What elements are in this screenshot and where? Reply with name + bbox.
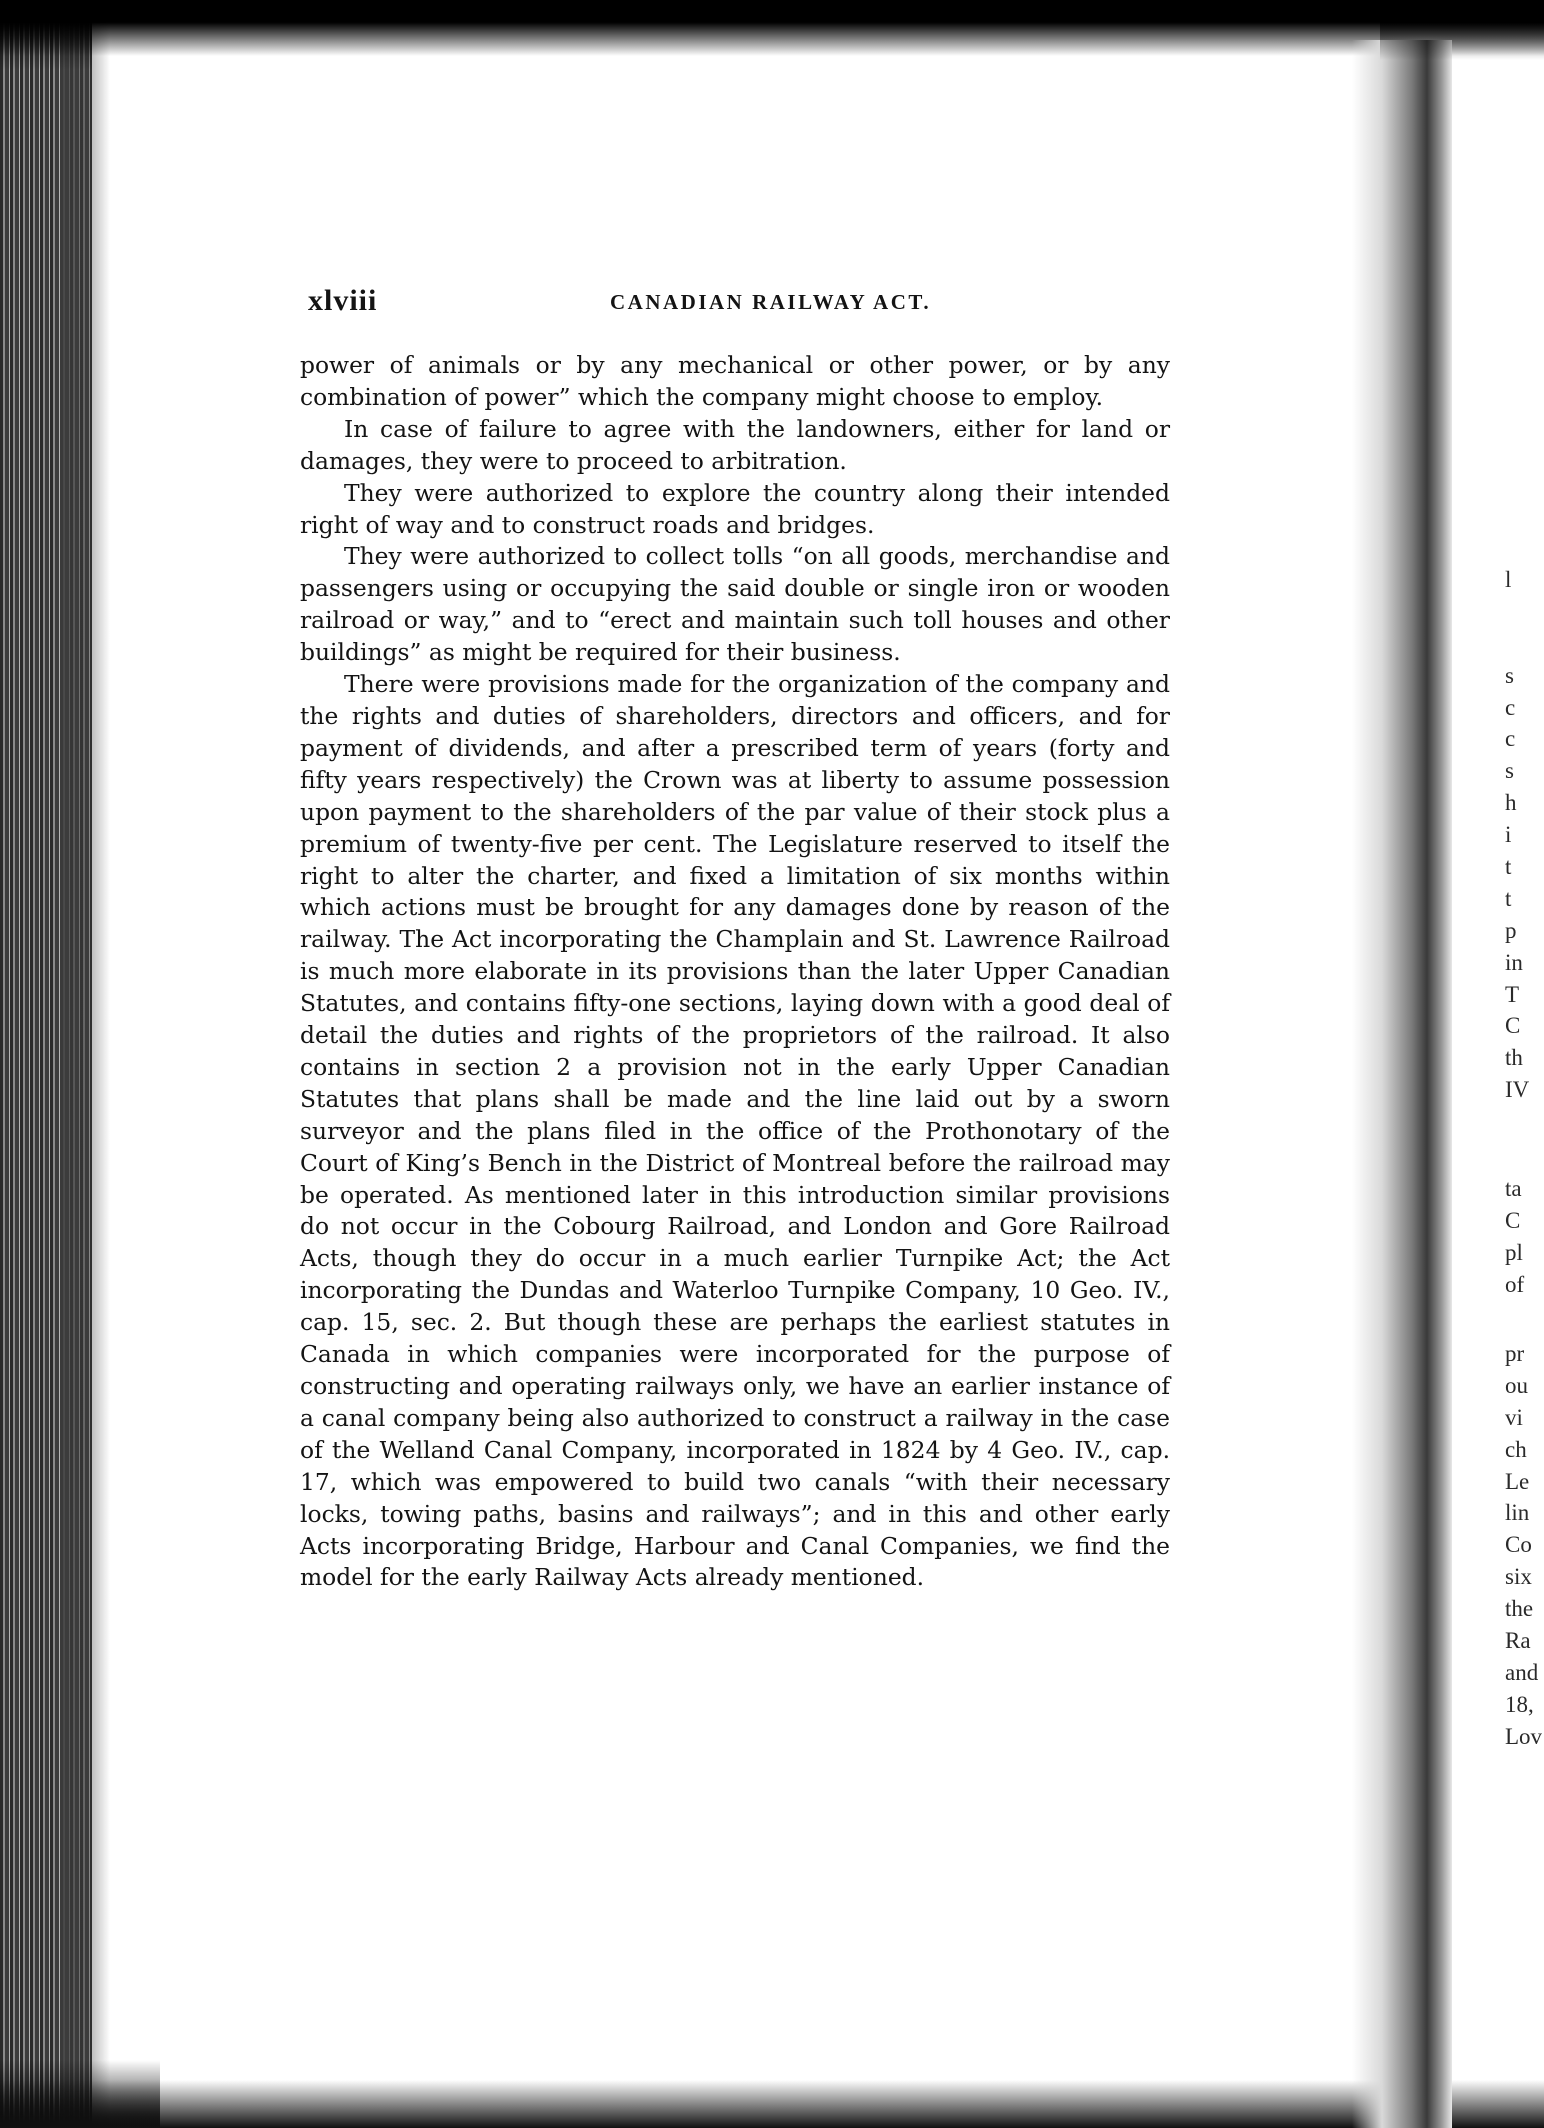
page-number: xlviii [308, 284, 378, 317]
facing-page-fragment-1: l s c c s h i t t p in T C th IV [1505, 567, 1530, 1103]
book-spine-gutter [1352, 40, 1452, 2128]
top-edge-shadow [0, 0, 1544, 56]
running-head [300, 280, 1170, 324]
running-title: CANADIAN RAILWAY ACT. [610, 290, 932, 314]
paragraph-continuation: power of animals or by any mechanical or other power, or by any combination of power” which the company might choose to employ. [300, 351, 1170, 411]
paragraph-arbitration: In case of failure to agree with the landowners, either for land or damages, they were to proceed to arbitration. [300, 414, 1170, 475]
binding-shadow [60, 0, 110, 2128]
facing-page-fragment-3: pr ou vi ch Le lin Co six the Ra and 18, Lov [1505, 1341, 1543, 1749]
page-body [300, 280, 1170, 1594]
facing-page-top-shadow [1380, 0, 1544, 60]
paragraph-provisions: There were provisions made for the organization of the company and the rights and duties of shareholders, directors and officers, and for payment of dividends, and after a prescribed term of years (forty and fifty years respectively) the Crown was at liberty to assume possession upon payment to the shareholders of the par value of their stock plus a premium of twenty-five per cent. The Legislature reserved to itself the right to alter the charter, and fixed a limitation of six months within which actions must be brought for any damages done by reason of the railway. The Act incorporating the Champlain and St. Lawrence Railroad is much more elaborate in its provisions than the later Upper Canadian Statutes, and contains fifty-one sections, laying down with a good deal of detail the duties and rights of the proprietors of the railroad. It also contains in section 2 a provision not in the early Upper Canadian Statutes that plans shall be made and the line laid out by a sworn surveyor and the plans filed in the office of the Prothonotary of the Court of King’s Bench in the District of Montreal before the railroad may be operated. As mentioned later in this introduction similar provisions do not occur in the Cobourg Railroad, and London and Gore Railroad Acts, though they do occur in a much earlier Turnpike Act; the Act incorporating the Dundas and Waterloo Turnpike Company, 10 Geo. IV., cap. 15, sec. 2. But though these are perhaps the earliest statutes in Canada in which companies were incorporated for the purpose of constructing and operating railways only, we have an earlier instance of a canal company being also authorized to construct a railway in the case of the Welland Canal Company, incorporated in 1824 by 4 Geo. IV., cap. 17, which was empowered to build two canals “with their necessary locks, towing paths, basins and railways”; and in this and other early Acts incorporating Bridge, Harbour and Canal Companies, we find the model for the early Railway Acts already mentioned. [300, 670, 1170, 1592]
paragraph-tolls: They were authorized to collect tolls “on all goods, merchandise and passengers using or occupying the said double or single iron or wooden railroad or way,” and to “erect and maintain such toll houses and other buildings” as might be required for their business. [300, 542, 1170, 667]
paragraph-explore: They were authorized to explore the country along their intended right of way and to construct roads and bridges. [300, 478, 1170, 539]
bottom-edge-shadow [0, 2080, 1544, 2128]
facing-page-fragment-2: ta C pl of [1505, 1176, 1525, 1297]
